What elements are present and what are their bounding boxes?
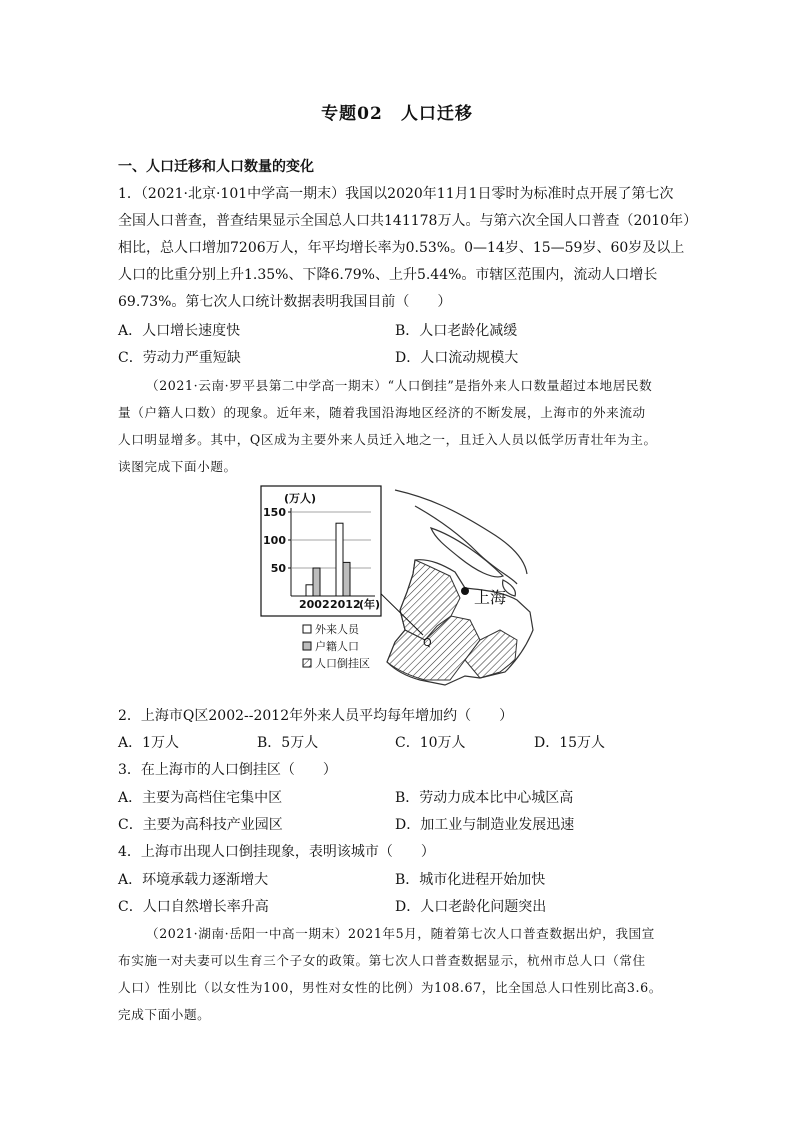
bar-migrants-2002 <box>306 585 313 596</box>
shanghai-city-dot <box>461 587 469 595</box>
section-heading: 一、人口迁移和人口数量的变化 <box>118 159 314 175</box>
legend-swatch-inverted <box>303 659 311 667</box>
text-line: 布实施一对夫妻可以生育三个子女的政策。第七次人口普查数据显示，杭州市总人口（常住 <box>118 953 646 968</box>
text-line: 69.73%。第七次人口统计数据表明我国目前（ ） <box>118 294 452 310</box>
bar-registered-2012 <box>343 562 350 596</box>
q3-option-c[interactable]: C．主要为高科技产业园区 <box>118 817 283 833</box>
chart-unit-label: (万人) <box>284 492 317 505</box>
q1-option-a[interactable]: A．人口增长速度快 <box>118 323 241 339</box>
legend-label-inverted: 人口倒挂区 <box>315 657 370 670</box>
y-tick-label: 50 <box>270 562 286 575</box>
legend-label-migrants: 外来人员 <box>315 623 359 636</box>
question-2-stem: 2．上海市Q区2002--2012年外来人员平均每年增加约（ ） <box>118 708 514 724</box>
text-line: 人口明显增多。其中，Q区成为主要外来人员迁入地之一，且迁入人员以低学历青壮年为主。 <box>118 432 657 447</box>
question-4-stem: 4．上海市出现人口倒挂现象，表明该城市（ ） <box>118 844 435 860</box>
q2-option-a[interactable]: A．1万人 <box>118 735 180 751</box>
material-2 <box>118 920 678 1028</box>
q4-option-d[interactable]: D．人口老龄化问题突出 <box>395 899 547 915</box>
y-tick-label: 100 <box>263 534 286 547</box>
text-line: 读图完成下面小题。 <box>118 459 237 474</box>
question-3-stem: 3．在上海市的人口倒挂区（ ） <box>118 762 337 778</box>
q4-option-c[interactable]: C．人口自然增长率升高 <box>118 899 269 915</box>
city-label: 上海 <box>474 588 507 607</box>
x-tick-2002: 2002 <box>299 598 330 611</box>
x-axis-unit: (年) <box>359 598 381 611</box>
text-line: 相比，总人口增加7206万人，年平均增长率为0.53%。0—14岁、15—59岁、60岁及以上 <box>118 240 685 256</box>
text-line: （2021·云南·罗平县第二中学高一期末）“人口倒挂”是指外来人口数量超过本地居民数 <box>146 378 653 393</box>
text-line: 量（户籍人口数）的现象。近年来，随着我国沿海地区经济的不断发展，上海市的外来流动 <box>118 405 646 420</box>
q4-option-b[interactable]: B．城市化进程开始加快 <box>395 872 546 888</box>
district-label: Q <box>423 636 432 649</box>
material-1 <box>118 372 678 480</box>
q2-option-b[interactable]: B．5万人 <box>257 735 319 751</box>
text-line: 1．（2021·北京·101中学高一期末）我国以2020年11月1日零时为标准时点开展了第七次 <box>118 186 674 202</box>
text-line: （2021·湖南·岳阳一中高一期末）2021年5月，随着第七次人口普查数据出炉，我国宣 <box>146 926 655 941</box>
legend-swatch-registered <box>303 642 311 650</box>
question-1-stem <box>118 181 698 316</box>
q2-option-d[interactable]: D．15万人 <box>534 735 606 751</box>
population-figure <box>255 480 545 695</box>
q1-option-b[interactable]: B．人口老龄化减缓 <box>395 323 518 339</box>
text-line: 全国人口普查，普查结果显示全国总人口共141178万人。与第六次全国人口普查（2010年） <box>118 213 698 229</box>
q1-option-c[interactable]: C．劳动力严重短缺 <box>118 350 241 366</box>
y-tick-label: 150 <box>263 506 286 519</box>
text-line: 人口）性别比（以女性为100，男性对女性的比例）为108.67，比全国总人口性别比高3.6。 <box>118 980 662 995</box>
q3-option-b[interactable]: B．劳动力成本比中心城区高 <box>395 790 574 806</box>
legend <box>303 622 370 670</box>
q3-option-a[interactable]: A．主要为高档住宅集中区 <box>118 790 283 806</box>
text-line: 完成下面小题。 <box>118 1007 211 1022</box>
q3-option-d[interactable]: D．加工业与制造业发展迅速 <box>395 817 575 833</box>
x-tick-2012: 2012 <box>330 598 361 611</box>
legend-swatch-migrants <box>303 625 311 633</box>
q1-option-d[interactable]: D．人口流动规模大 <box>395 350 519 366</box>
bar-registered-2002 <box>313 568 320 596</box>
island <box>431 528 503 577</box>
q2-option-c[interactable]: C．10万人 <box>395 735 466 751</box>
page-title: 专题02 人口迁移 <box>321 104 473 124</box>
text-line: 人口的比重分别上升1.35%、下降6.79%、上升5.44%。市辖区范围内，流动人口增长 <box>118 267 658 283</box>
legend-label-registered: 户籍人口 <box>315 640 359 653</box>
q4-option-a[interactable]: A．环境承载力逐渐增大 <box>118 872 269 888</box>
bar-migrants-2012 <box>336 523 343 596</box>
